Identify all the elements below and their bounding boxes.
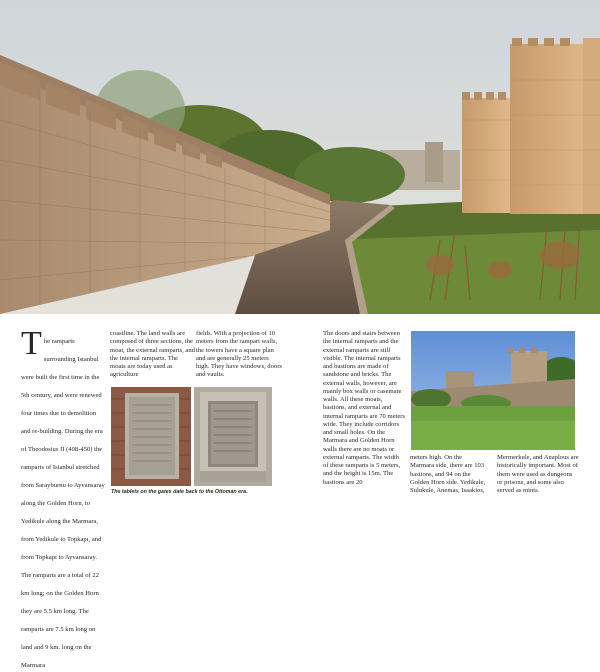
column-2-text: coastline. The land walls are composed of three sections, the moat, the external ramparts, and the internal ramparts. The moats are today used as agriculture: [110, 330, 195, 379]
column-1-text: he ramparts surrounding Istanbul were built the first time in the 5th century, and were renewed four times due to demolition and re-building. During the era of Theodosius II (408-450) the ramparts of Istanbul stretched from Sarayburnu to Ayvansaray along the Golden Horn, to Yedikule along the Marmara, from Yedikule to Topkapı, and from Topkapı to Ayvansaray. The ramparts are a total of 22 km long; on the Golden Horn they are 5.5 km long. The ramparts are 7.5 km long on land and 9 km. long on the Marmara: [21, 338, 105, 669]
column-1: [21, 325, 105, 672]
drop-cap: T: [21, 325, 42, 362]
tablet-photo-left: [111, 387, 191, 486]
fortress-photo: [411, 331, 575, 450]
tablet-photo-right: [194, 387, 272, 486]
column-6-text: Mermerkule, and Anaplous are historically important. Most of them were used as dungeons or prisons, and some also served as mints.: [497, 454, 579, 494]
column-3-text: fields. With a projection of 10 meters from the rampart walls, the towers have a square plan and are generally 25 meters high. They have windows, doors and vaults.: [196, 330, 282, 379]
column-4-text: The doors and stairs between the internal ramparts and the external ramparts are still visible. The internal ramparts and bastions are made of sandstone and bricks. The external walls, however, are mainly box walls or casemate walls. All these moats, bastions, and external and internal ramparts are 70 meters wide. They include corridors and small holes. On the Marmara and Golden Horn walls there are no moats or external ramparts. The width of these ramparts is 5 meters, and the height is 15m. The bastions are 20: [323, 330, 406, 486]
walls-illustration: [0, 0, 600, 314]
column-5-text: meters high. On the Marmara side, there are 103 bastions, and 94 on the Golden Horn side. Yedikule, Sulukule, Anemas, Isaakios,: [410, 454, 486, 494]
photo-caption: The tablets on the gates date back to the Ottoman era.: [111, 489, 248, 495]
hero-photo-city-walls: [0, 0, 600, 314]
